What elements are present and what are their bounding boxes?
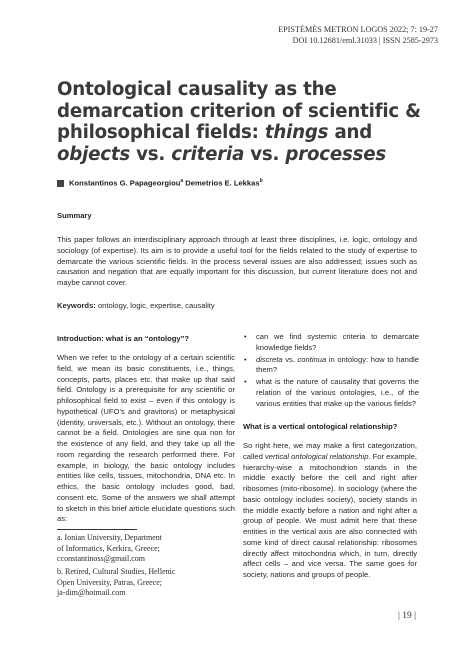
- list-item-text: what is the nature of causality that governs the relation of the various ontologies, i.e., of the various entities that make up the various fields?: [256, 377, 419, 408]
- footnote-line: a. Ionian University, Department: [57, 533, 163, 542]
- paper-title: [57, 79, 447, 165]
- title-vs: vs.: [129, 143, 172, 165]
- page-number-value: 19: [402, 611, 412, 621]
- title-processes: processes: [285, 143, 387, 165]
- title-things: things: [264, 122, 329, 143]
- authors-line: [57, 178, 263, 188]
- bullet-icon: •: [244, 377, 247, 386]
- author-name: Konstantinos G. Papageorgiou: [69, 178, 181, 188]
- author-name: Demetrios E. Lekkas: [183, 178, 260, 188]
- page-number: | 19 |: [397, 611, 416, 621]
- title-objects: objects: [57, 143, 130, 165]
- journal-header: [278, 24, 438, 46]
- summary-heading: Summary: [57, 211, 92, 220]
- footnote-line: b. Retired, Cultural Studies, Hellenic: [57, 567, 176, 576]
- keywords-label: Keywords:: [57, 301, 96, 310]
- footnote-divider: [57, 529, 137, 530]
- bullet-icon: •: [244, 354, 247, 364]
- intro-heading: Introduction: what is an “ontology”?: [57, 334, 190, 343]
- list-item: [243, 332, 419, 354]
- title-part: Ontological causality as the demarcation criterion of scientific & philosophical fields:: [57, 79, 421, 143]
- title-vs: vs.: [244, 143, 286, 165]
- paragraph-em: vertical ontological relationship: [264, 451, 369, 461]
- affiliation-marker: a: [180, 178, 184, 184]
- list-item-text: vs.: [282, 354, 298, 364]
- list-item: [243, 355, 419, 377]
- affiliation-marker: b: [259, 178, 263, 184]
- list-item-text: in ontology: how to handle them?: [256, 354, 419, 375]
- footnote-b: [57, 567, 175, 599]
- paragraph-text: . For example, hierarchy-wise a mitochondrion stands in the middle exactly before the cell and right after ribosomes (mito-ribosome). In sociology (where the basic ontology includes society), society stands in the middle exactly before a nation and right after a group of people. We must admit here that these entities in the vertical axis are also connected with some kind of direct causal relationship: ribosomes directly affect mitochondria which, in turn, directly affect cells – and vice versa. The same goes for society, nations and groups of people.: [243, 451, 417, 579]
- title-criteria: criteria: [171, 143, 245, 165]
- list-item-text: can we find systemic criteria to demarcate knowledge fields?: [256, 332, 419, 352]
- bullet-icon: •: [244, 332, 247, 341]
- intro-paragraph: When we refer to the ontology of a certain scientific field, we mean its basic constituents, i.e., things, concepts, parts, places etc. that make up that said field. Ontology is a prerequisite for any scientific or philosophical field to exist – even if this ontology is hypothetical (UFO’s and gravitons) or metaphysical (identity, universals, etc.). Without an ontology, there cannot be a field. Ontologies are sine qua non for the existence of any field, and they take up all the room regarding the research performed there. For example, in biology, the basic ontology includes entities like cells, tissues, mitochondria, DNA etc. In ethics, the basic ontology includes good, bad, consent etc. Some of the answers we shall attempt to sketch in this brief article elucidate questions such as:: [57, 353, 235, 524]
- list-item-em: discreta: [256, 354, 283, 364]
- footnote-line: Open University, Patras, Greece;: [57, 577, 162, 587]
- list-item-em: continua: [297, 354, 327, 364]
- paragraph-text: So right here, we may make a first categorization, called: [243, 441, 417, 461]
- question-list: [243, 332, 419, 410]
- keywords: [57, 301, 215, 310]
- keywords-text: ontology, logic, expertise, causality: [95, 301, 215, 310]
- journal-citation: EPISTÈMÈS METRON LOGOS 2022; 7: 19-27: [278, 25, 438, 34]
- vertical-heading: What is a vertical ontological relationship?: [243, 422, 398, 431]
- footnote-email: ja-dim@hotmail.com: [57, 588, 126, 597]
- list-item: [243, 377, 419, 409]
- footnote-a: [57, 533, 162, 565]
- footnote-line: of Informatics, Kerkira, Greece;: [57, 543, 160, 553]
- vertical-paragraph: [243, 441, 417, 581]
- title-and: and: [328, 122, 373, 143]
- square-bullet-icon: [57, 180, 64, 187]
- summary-text: This paper follows an interdisciplinary approach through at least three disciplines, i.e. logic, ontology and sociology (of expertise). Its aim is to provide a useful tool for the fields related to the study of expertise to demarcate the various scientific fields. In the process several issues are also addressed; issues such as causation and negation that are equally important for this discussion, but current literature does not and maybe cannot cover.: [57, 235, 417, 287]
- journal-doi: DOI 10.12681/eml.31033 | ISSN 2585-2973: [292, 36, 438, 45]
- footnote-email: cconstantinoss@gmail.com: [57, 554, 146, 563]
